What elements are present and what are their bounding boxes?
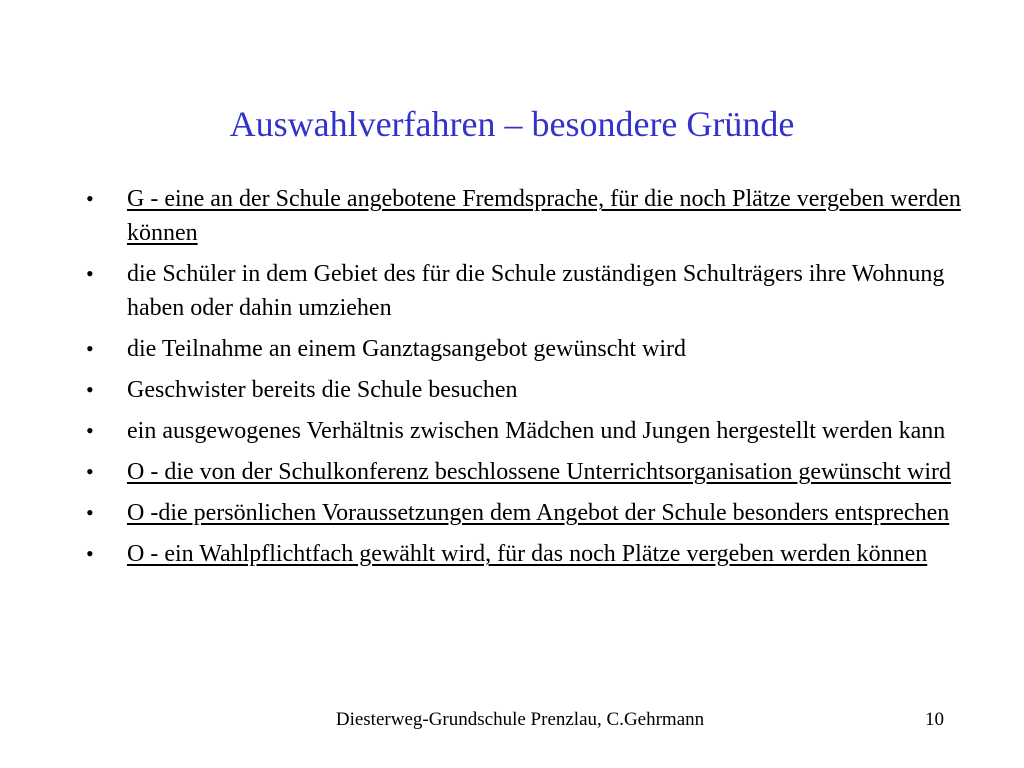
page-number: 10 bbox=[925, 709, 944, 730]
bullet-item bbox=[82, 182, 962, 250]
bullet-item bbox=[82, 414, 962, 448]
bullet-item bbox=[82, 496, 962, 530]
bullet-text: die Teilnahme an einem Ganztagsangebot gewünscht wird bbox=[127, 336, 687, 362]
bullet-text: G - eine an der Schule angebotene Fremdsprache, für die noch Plätze vergeben werden können bbox=[127, 186, 961, 246]
bullet-icon: • bbox=[86, 459, 94, 484]
bullet-item bbox=[82, 455, 962, 489]
bullet-icon: • bbox=[86, 418, 94, 443]
bullet-item bbox=[82, 257, 962, 325]
slide-footer: Diesterweg-Grundschule Prenzlau, C.Gehrmann bbox=[335, 709, 705, 730]
bullet-icon: • bbox=[86, 261, 94, 286]
bullet-text: O - ein Wahlpflichtfach gewählt wird, für das noch Plätze vergeben werden können bbox=[127, 541, 928, 567]
bullet-list bbox=[82, 182, 962, 578]
bullet-icon: • bbox=[86, 186, 94, 211]
bullet-item bbox=[82, 373, 962, 407]
bullet-text: Geschwister bereits die Schule besuchen bbox=[127, 377, 518, 403]
slide-title: Auswahlverfahren – besondere Gründe bbox=[229, 104, 795, 144]
bullet-text: ein ausgewogenes Verhältnis zwischen Mädchen und Jungen hergestellt werden kann bbox=[127, 418, 946, 444]
bullet-text: die Schüler in dem Gebiet des für die Schule zuständigen Schulträgers ihre Wohnung haben oder dahin umziehen bbox=[127, 261, 945, 321]
bullet-text: O - die von der Schulkonferenz beschlossene Unterrichtsorganisation gewünscht wird bbox=[127, 459, 952, 485]
bullet-item bbox=[82, 537, 962, 571]
bullet-text: O -die persönlichen Voraussetzungen dem Angebot der Schule besonders entsprechen bbox=[127, 500, 950, 526]
bullet-item bbox=[82, 332, 962, 366]
bullet-icon: • bbox=[86, 336, 94, 361]
bullet-icon: • bbox=[86, 541, 94, 566]
bullet-icon: • bbox=[86, 500, 94, 525]
bullet-icon: • bbox=[86, 377, 94, 402]
